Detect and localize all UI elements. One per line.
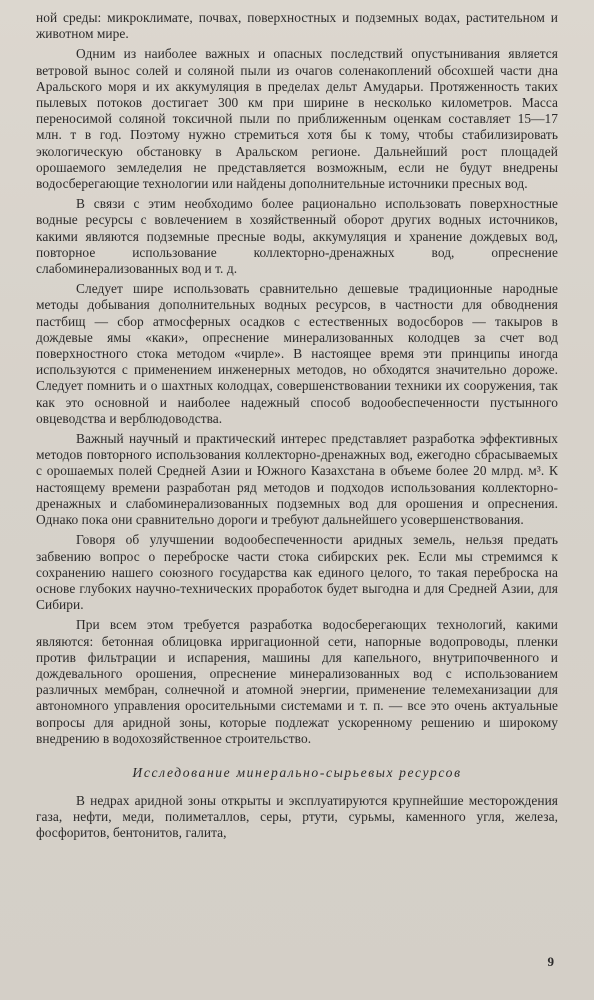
section-title: Исследование минерально-сырьевых ресурсов (132, 764, 462, 780)
body-text (36, 10, 558, 747)
paragraph-7: При всем этом требуется разработка водосберегающих технологий, какими являются: бетонная облицовка ирригационной сети, напорные водопроводы, пленки против фильтрации и испарения, машины для капельного, внутрипочвенного и дождевального орошения, опреснение минерализованных вод с использованием различных мембран, солнечной и атомной энергии, применение телемеханизации для автономного управления оросительными системами и т. п. — все это очень актуальные вопросы для аридной зоны, которые подлежат ускоренному решению и широкому внедрению в водохозяйственное строительство. (36, 617, 558, 746)
paragraph-2: Одним из наиболее важных и опасных последствий опустынивания является ветровой вынос солей и соляной пыли из очагов соленакоплений обсохшей части дна Аральского моря и их аккумуляция в пределах дельт Амударьи. Протяженность таких пылевых потоков достигает 300 км при ширине в несколько километров. Масса переносимой соляной токсичной пыли по приближенным оценкам составляет 15—17 млн. т в год. Поэтому нужно стремиться хотя бы к тому, чтобы стабилизировать экологическую обстановку в Аральском регионе. Дальнейший рост площадей орошаемого земледелия не представляется возможным, если не будут внедрены водосберегающие технологии или найдены дополнительные источники пресных вод. (36, 46, 558, 192)
paragraph-4: Следует шире использовать сравнительно дешевые традиционные народные методы добывания дополнительных водных ресурсов, в частности для обводнения пастбищ — сбор атмосферных осадков с естественных водосборов — такыров в дождевые ямы «каки», опреснение минерализованных колодцев за счет вод поверхностного стока методом «чирле». В настоящее время эти принципы иногда используются с применением инженерных методов, но обходятся значительно дороже. Следует помнить и о шахтных колодцах, совершенствовании техники их сооружения, так как это основной и наиболее надежный способ водообеспеченности пустынного овцеводства и верблюдоводства. (36, 281, 558, 426)
paragraph-6: Говоря об улучшении водообеспеченности аридных земель, нельзя предать забвению вопрос о переброске части стока сибирских рек. Если мы стремимся к сохранению нашего союзного государства как единого целого, то такая переброска на основе глубоких научно-технических проработок будет выгодна и для Средней Азии, для Сибири. (36, 532, 558, 613)
section-paragraph-1: В недрах аридной зоны открыты и эксплуатируются крупнейшие месторождения газа, нефти, меди, полиметаллов, серы, ртути, сурьмы, каменного угля, железа, фосфоритов, бентонитов, галита, (36, 792, 558, 841)
page-number: 9 (547, 954, 554, 969)
section-body-text (36, 793, 558, 842)
paragraph-1: ной среды: микроклимате, почвах, поверхностных и подземных водах, растительном и животном мире. (36, 10, 558, 42)
paragraph-3: В связи с этим необходимо более рационально использовать поверхностные водные ресурсы с вовлечением в хозяйственный оборот других водных источников, какими являются подземные пресные воды, аккумуляция и хранение дождевых вод, повторное использование коллекторно-дренажных вод, опреснение слабоминерализованных вод и т. д. (36, 196, 558, 277)
paragraph-5: Важный научный и практический интерес представляет разработка эффективных методов повторного использования коллекторно-дренажных вод, ежегодно сбрасываемых с орошаемых полей Средней Азии и Южного Казахстана в объеме более 20 млрд. м³. К настоящему времени разработан ряд методов и подходов использования коллекторно-дренажных и слабоминерализованных подземных вод для орошения и опреснения. Однако пока они сравнительно дороги и требуют дальнейшего усовершенствования. (36, 431, 558, 528)
